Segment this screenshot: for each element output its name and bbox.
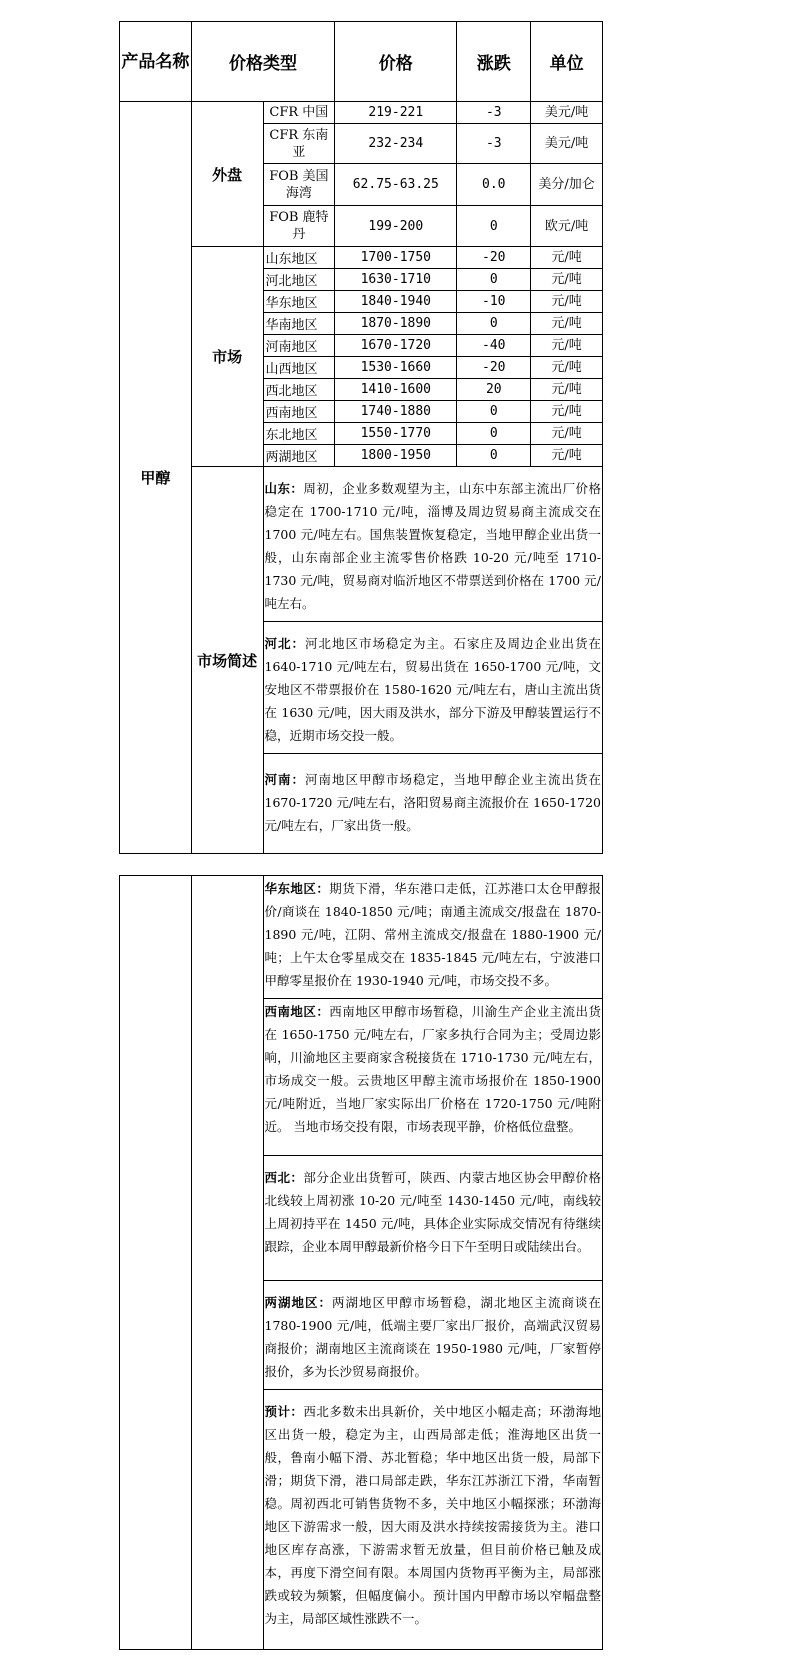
summary-text: 西北多数未出具新价，关中地区小幅走高；环渤海地区出货一般，稳定为主，山西局部走低；淮海地区出货一般，鲁南小幅下滑、苏北暂稳；华中地区出货一般，局部下滑；期货下滑，港口局部走跌，华东江苏浙江下滑，华南暂稳。周初西北可销售货物不多，关中地区小幅探涨；环渤海地区下游需求一般，因大雨及洪水持续按需接货为主。港口地区库存高涨，下游需求暂无放量，但目前价格已触及成本，再度下滑空间有限。本周国内货物再平衡为主，局部涨跌或较为频繁，但幅度偏小。预计国内甲醇市场以窄幅盘整为主，局部区域性涨跌不一。 [264,1404,601,1626]
unit-value: 元/吨 [531,269,603,291]
summary-huadong [263,876,603,999]
price-value: 62.75-63.25 [335,164,457,206]
summary-text: 期货下滑，华东港口走低，江苏港口太仓甲醇报价/商谈在 1840-1850 元/吨；南通主流成交/报盘在 1870-1890 元/吨，江阴、常州主流成交/报盘在 1880-1900 元/吨；上午太仓零星成交在 1835-1845 元/吨左右，宁波港口甲醇零星报价在 1930-1940 元/吨，市场交投不多。 [264,881,601,988]
change-value: 0.0 [457,164,531,206]
summary-label: 华东地区： [264,881,330,896]
region-name: 两湖地区 [263,445,335,467]
methanol-summary-continued [119,875,603,1650]
change-value: 0 [457,445,531,467]
summary-label: 河北： [264,636,305,651]
summary-text: 西南地区甲醇市场暂稳，川渝生产企业主流出货在 1650-1750 元/吨左右，厂家多执行合同为主；受周边影响，川渝地区主要商家含税接货在 1710-1730 元/吨左右，市场成交一般。云贵地区甲醇主流市场报价在 1850-1900 元/吨附近，当地厂家实际出厂价格在 1720-1750 元/吨附近。 当地市场交投有限，市场表现平静，价格低位盘整。 [264,1004,601,1134]
price-value: 1550-1770 [335,423,457,445]
price-value: 1740-1880 [335,401,457,423]
summary-xinan [263,999,603,1156]
summary-henan [263,754,603,854]
summary-label: 预计： [264,1404,304,1419]
price-type: CFR 中国 [263,102,335,124]
price-value: 1870-1890 [335,313,457,335]
summary-text: 河南地区甲醇市场稳定，当地甲醇企业主流出货在 1670-1720 元/吨左右，洛阳贸易商主流报价在 1650-1720 元/吨左右，厂家出货一般。 [264,772,601,833]
unit-value: 美分/加仑 [531,164,603,206]
summary-label: 两湖地区： [264,1295,332,1310]
unit-value: 元/吨 [531,291,603,313]
region-name: 华东地区 [263,291,335,313]
unit-value: 元/吨 [531,357,603,379]
change-value: 0 [457,269,531,291]
summary-row [120,876,603,999]
region-name: 西南地区 [263,401,335,423]
unit-value: 元/吨 [531,445,603,467]
price-type: FOB 鹿特丹 [263,206,335,247]
summary-label: 河南： [264,772,305,787]
price-value: 232-234 [335,124,457,164]
change-value: -20 [457,357,531,379]
header-price: 价格 [335,22,457,102]
product-cell-blank [120,876,192,1650]
summary-text: 两湖地区甲醇市场暂稳，湖北地区主流商谈在 1780-1900 元/吨，低端主要厂家出厂报价，高端武汉贸易商报价；湖南地区主流商谈在 1950-1980 元/吨，厂家暂停报价，多为长沙贸易商报价。 [264,1295,601,1379]
product-name: 甲醇 [120,102,192,854]
change-value: -40 [457,335,531,357]
summary-label: 西南地区： [264,1004,330,1019]
change-value: 0 [457,423,531,445]
summary-xibei [263,1156,603,1281]
summary-lianghu [263,1281,603,1390]
change-value: -20 [457,247,531,269]
price-value: 1800-1950 [335,445,457,467]
price-type: CFR 东南亚 [263,124,335,164]
price-value: 1410-1600 [335,379,457,401]
summary-label: 山东： [264,481,304,496]
unit-value: 元/吨 [531,379,603,401]
region-name: 河南地区 [263,335,335,357]
price-value: 1700-1750 [335,247,457,269]
summary-hebei [263,622,603,754]
unit-value: 美元/吨 [531,124,603,164]
summary-row [120,467,603,622]
region-name: 河北地区 [263,269,335,291]
methanol-price-table [119,21,603,854]
header-unit: 单位 [531,22,603,102]
table-row [120,247,603,269]
change-value: -3 [457,102,531,124]
unit-value: 元/吨 [531,335,603,357]
unit-value: 元/吨 [531,247,603,269]
region-name: 华南地区 [263,313,335,335]
summary-forecast [263,1390,603,1650]
summary-text: 周初，企业多数观望为主，山东中东部主流出厂价格稳定在 1700-1710 元/吨，淄博及周边贸易商主流成交在 1700 元/吨左右。国焦装置恢复稳定，当地甲醇企业出货一般，山东南部企业主流零售价格跌 10-20 元/吨至 1710-1730 元/吨，贸易商对临沂地区不带票送到价格在 1700 元/吨左右。 [264,481,601,611]
price-value: 1530-1660 [335,357,457,379]
change-value: 20 [457,379,531,401]
price-value: 1840-1940 [335,291,457,313]
unit-value: 元/吨 [531,423,603,445]
header-change: 涨跌 [457,22,531,102]
unit-value: 欧元/吨 [531,206,603,247]
change-value: 0 [457,313,531,335]
summary-text: 部分企业出货暂可，陕西、内蒙古地区协会甲醇价格北线较上周初涨 10-20 元/吨至 1430-1450 元/吨，南线较上周初持平在 1450 元/吨，具体企业实际成交情况有待继续跟踪，企业本周甲醇最新价格今日下午至明日或陆续出台。 [264,1170,601,1254]
change-value: 0 [457,206,531,247]
region-name: 东北地区 [263,423,335,445]
price-value: 199-200 [335,206,457,247]
change-value: -10 [457,291,531,313]
category-cell-blank [191,876,263,1650]
region-name: 山东地区 [263,247,335,269]
summary-text: 河北地区市场稳定为主。石家庄及周边企业出货在 1640-1710 元/吨左右，贸易出货在 1650-1700 元/吨，文安地区不带票报价在 1580-1620 元/吨左右，唐山主流出货在 1630 元/吨，因大雨及洪水，部分下游及甲醇装置运行不稳，近期市场交投一般。 [264,636,601,743]
price-value: 219-221 [335,102,457,124]
region-name: 西北地区 [263,379,335,401]
summary-label: 西北： [264,1170,304,1185]
unit-value: 美元/吨 [531,102,603,124]
change-value: 0 [457,401,531,423]
header-product: 产品名称 [120,22,192,102]
region-name: 山西地区 [263,357,335,379]
price-type: FOB 美国海湾 [263,164,335,206]
change-value: -3 [457,124,531,164]
category-summary: 市场简述 [191,467,263,854]
summary-shandong [263,467,603,622]
price-value: 1630-1710 [335,269,457,291]
header-price-type: 价格类型 [191,22,335,102]
table-row [120,102,603,124]
category-market: 市场 [191,247,263,467]
price-value: 1670-1720 [335,335,457,357]
unit-value: 元/吨 [531,401,603,423]
unit-value: 元/吨 [531,313,603,335]
category-external: 外盘 [191,102,263,247]
